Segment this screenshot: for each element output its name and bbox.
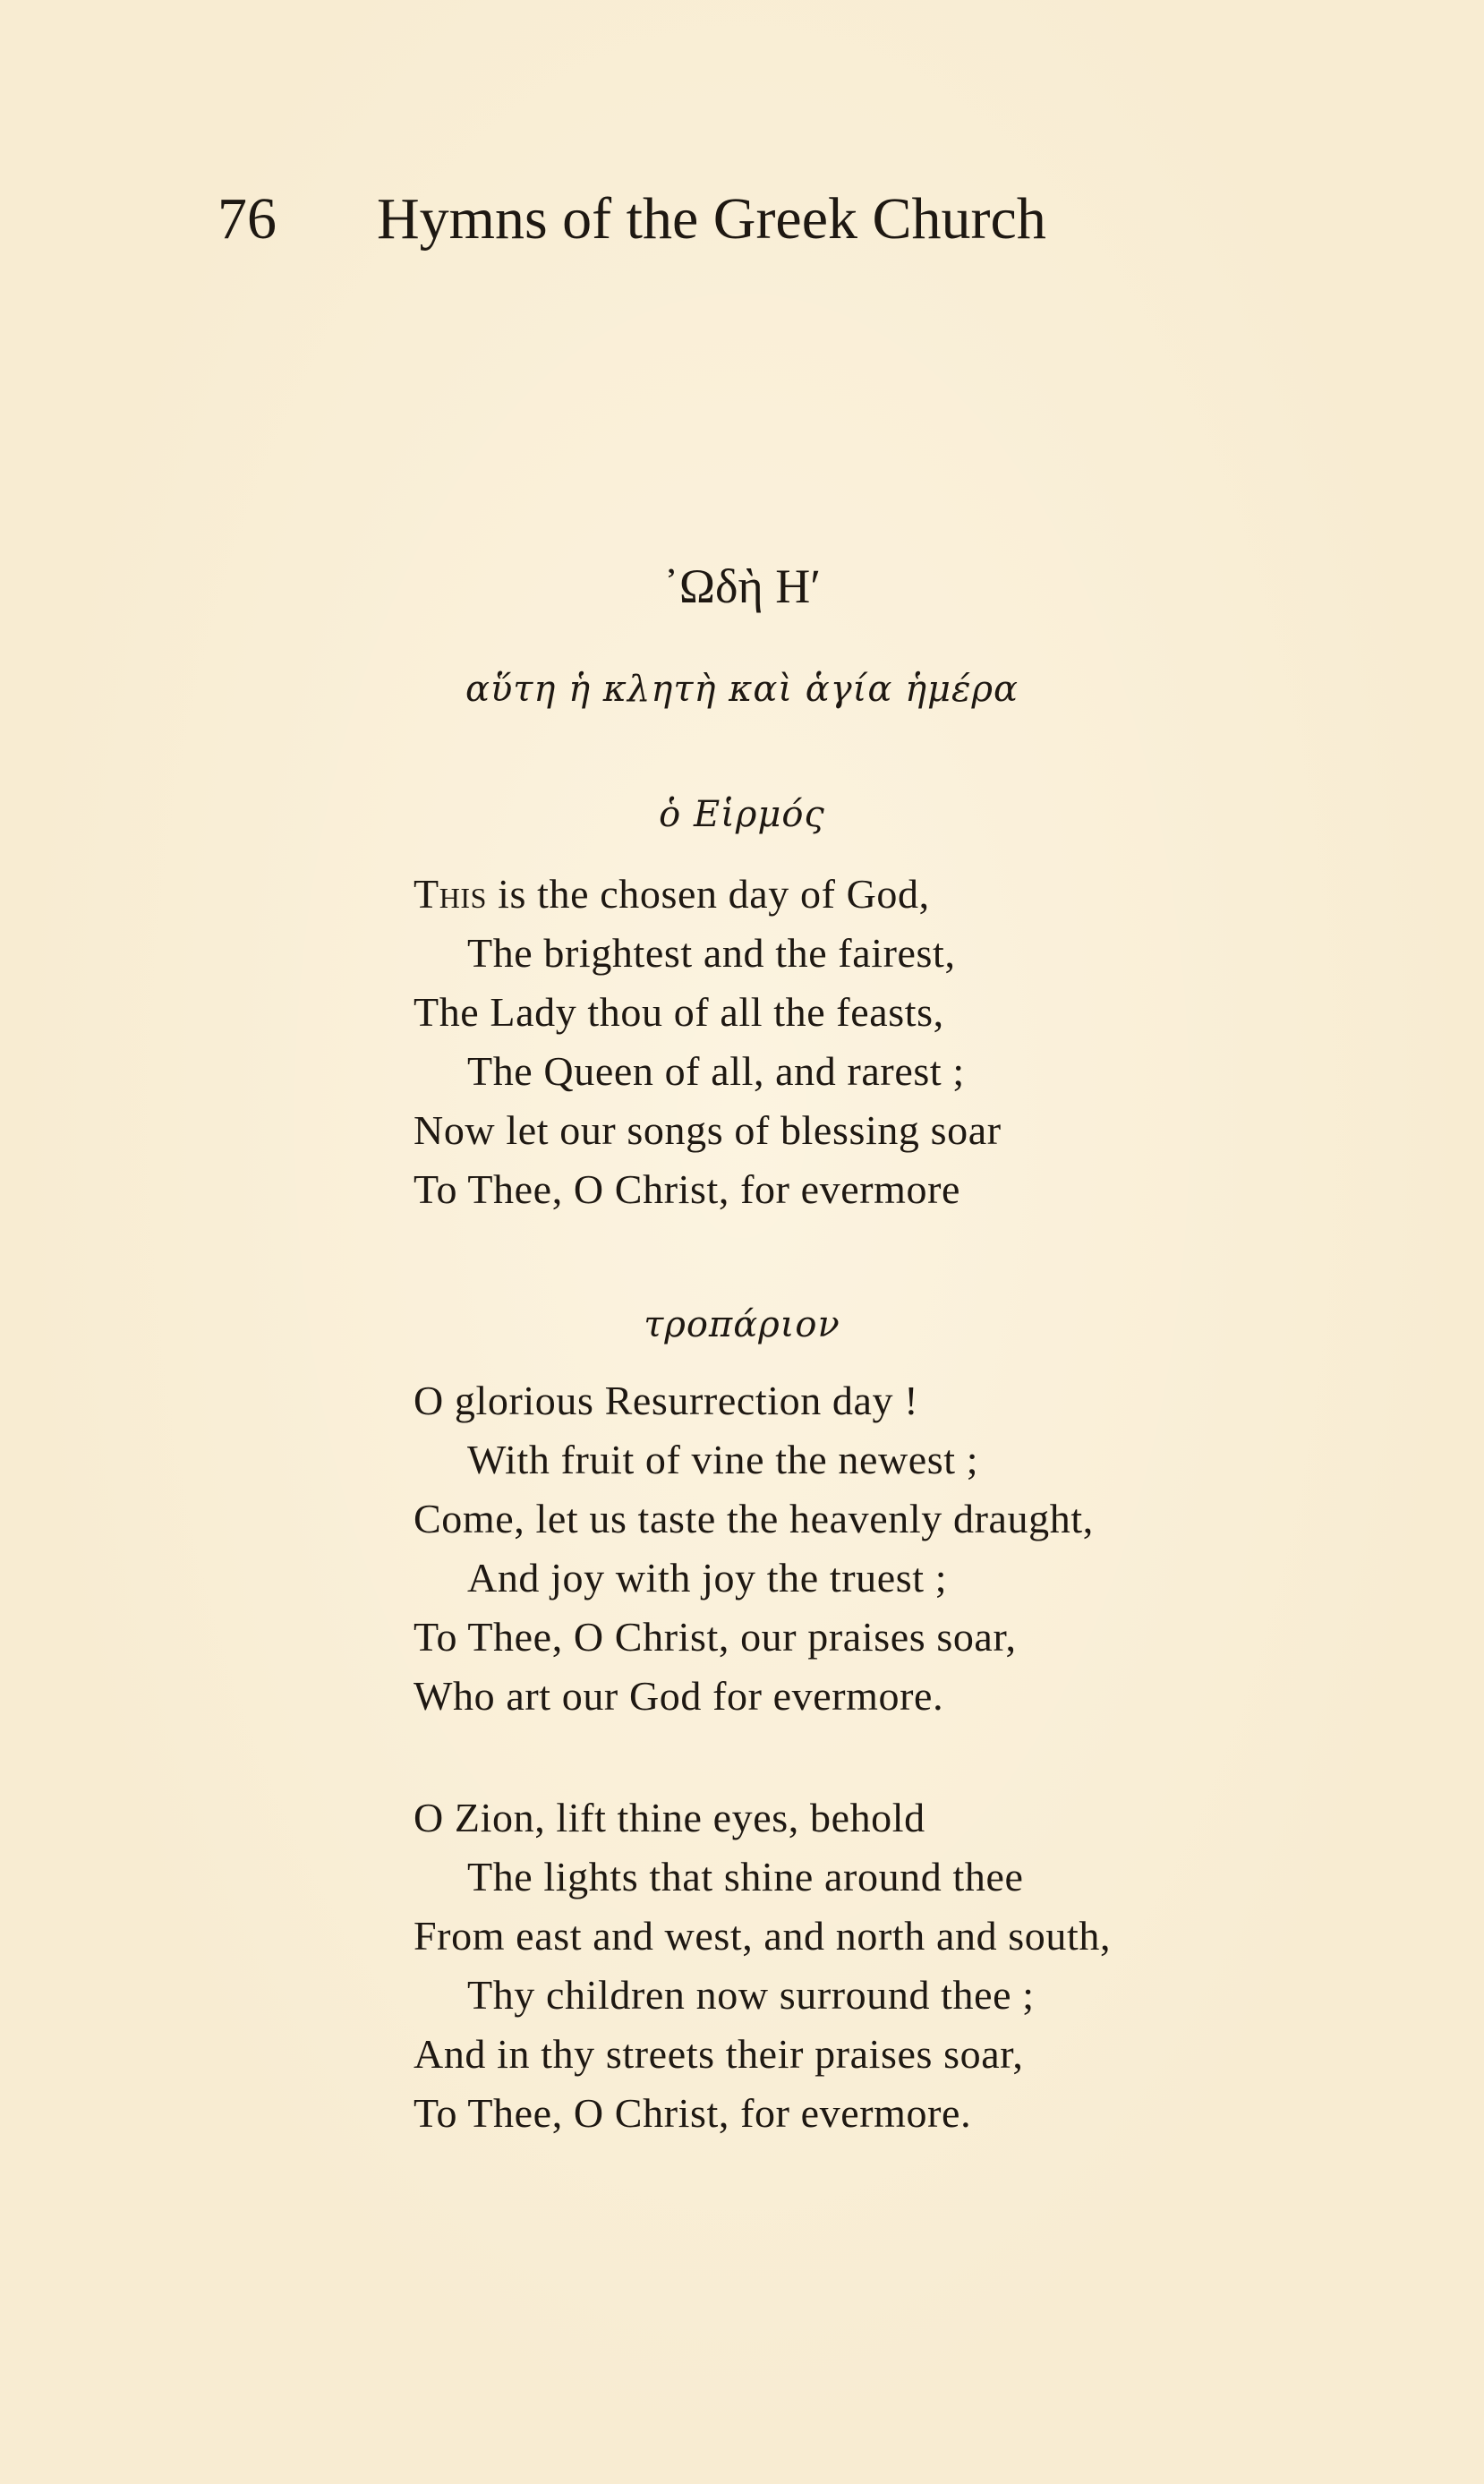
verse-line: To Thee, O Christ, for evermore — [414, 1166, 961, 1212]
verse-line: To Thee, O Christ, for evermore. — [414, 2090, 972, 2136]
stanza-heirmos — [414, 865, 1443, 1219]
verse-line — [414, 865, 1443, 924]
troparion-label: τροπάριον — [644, 1304, 840, 1345]
verse-line: The lights that shine around thee — [467, 1854, 1024, 1899]
verse-line: The Queen of all, and rarest ; — [467, 1048, 965, 1094]
verse-line: The brightest and the fairest, — [467, 930, 956, 976]
ode-incipit: αὕτη ἡ κλητὴ καὶ ἁγία ἡμέρα — [465, 669, 1019, 710]
verse-line: From east and west, and north and south, — [414, 1913, 1112, 1959]
verse-line: O Zion, lift thine eyes, behold — [414, 1795, 925, 1840]
running-title: Hymns of the Greek Church — [377, 186, 1046, 252]
stanza-troparion-1 — [414, 1371, 1443, 1726]
stanza-troparion-2 — [414, 1788, 1443, 2143]
verse-line: With fruit of vine the newest ; — [467, 1437, 979, 1482]
verse-line: The Lady thou of all the feasts, — [414, 989, 944, 1035]
verse-line: Who art our God for evermore. — [414, 1673, 944, 1719]
heirmos-label: ὁ Εἱρμός — [659, 794, 825, 835]
verse-line: And joy with joy the truest ; — [467, 1555, 948, 1601]
lead-word: This — [414, 871, 488, 917]
verse-line: Come, let us taste the heavenly draught, — [414, 1496, 1094, 1541]
verse-text: is the chosen day of God, — [487, 871, 930, 917]
verse-line: And in thy streets their praises soar, — [414, 2031, 1024, 2077]
ode-title: ᾿Ωδὴ Η′ — [662, 559, 822, 613]
verse-line: To Thee, O Christ, our praises soar, — [414, 1614, 1017, 1660]
running-head — [217, 179, 1046, 260]
verse-line: Now let our songs of blessing soar — [414, 1107, 1002, 1153]
verse-line: O glorious Resurrection day ! — [414, 1378, 919, 1423]
page-number: 76 — [217, 186, 277, 252]
verse-line: Thy children now surround thee ; — [467, 1972, 1035, 2018]
